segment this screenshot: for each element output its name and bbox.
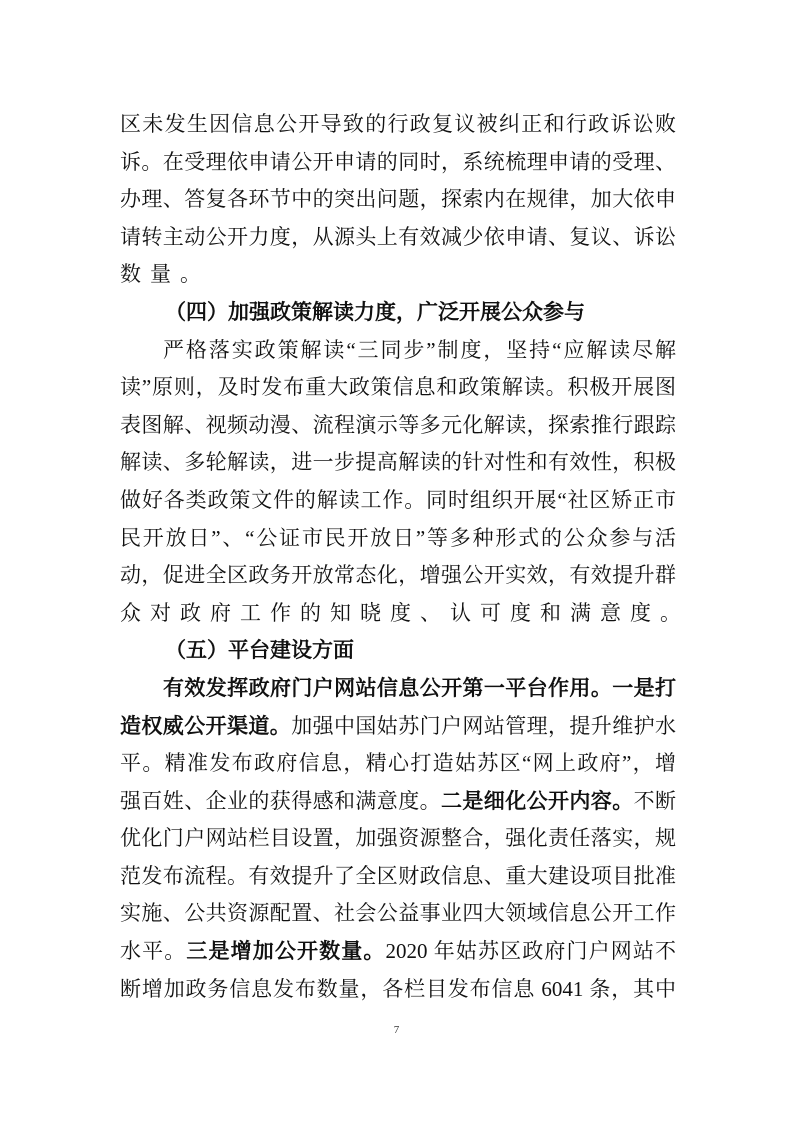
text: 范发布流程。有效提升了全区财政信息、重大建设项目批准 [120, 863, 676, 888]
bold-text: 有效发挥政府门户网站信息公开第一平台作用。一是打 [163, 675, 676, 700]
text-line [120, 708, 676, 746]
text: 水平。 [120, 939, 187, 964]
text: 办理、答复各环节中的突出问题，探索内在规律，加大依申 [120, 187, 676, 212]
bold-text: 造权威公开渠道。 [120, 713, 292, 738]
text-line [120, 407, 676, 445]
text: 区未发生因信息公开导致的行政复议被纠正和行政诉讼败 [120, 112, 676, 136]
text-line [120, 820, 676, 858]
text: 诉。在受理依申请公开申请的同时，系统梳理申请的受理、 [120, 149, 676, 174]
text-line [120, 858, 676, 896]
text-line [120, 595, 690, 633]
text-line [120, 106, 676, 144]
text: 2020 年姑苏区政府门户网站不 [385, 939, 677, 964]
text: 做好各类政策文件的解读工作。同时组织开展“社区矫正市 [120, 487, 676, 512]
document-body [120, 106, 690, 1008]
text: 表图解、视频动漫、流程演示等多元化解读，探索推行跟踪 [120, 412, 676, 437]
text-line [120, 783, 676, 821]
text: 加强中国姑苏门户网站管理，提升维护水 [291, 713, 677, 738]
text-line [120, 895, 676, 933]
text: 实施、公共资源配置、社会公益事业四大领域信息公开工作 [120, 901, 676, 926]
text-line [120, 369, 676, 407]
page-number: 7 [393, 1024, 400, 1036]
text: 解读、多轮解读，进一步提高解读的针对性和有效性，积极 [120, 450, 676, 475]
text: 不断 [633, 788, 677, 813]
text: 严格落实政策解读“三同步”制度，坚持“应解读尽解 [163, 337, 676, 362]
text: （五）平台建设方面 [165, 638, 354, 663]
text: 民开放日”、“公证市民开放日”等多种形式的公众参与活 [120, 525, 676, 550]
text-line [120, 144, 676, 182]
text-line [120, 482, 676, 520]
text: 动，促进全区政务开放常态化，增强公开实效，有效提升群 [120, 563, 676, 588]
text: 数量。 [120, 262, 210, 287]
text-line [120, 745, 676, 783]
text-line [120, 219, 676, 257]
text-line [120, 181, 676, 219]
section-heading [120, 294, 676, 332]
text: 众对政府工作的知晓度、认可度和满意度。 [120, 600, 690, 625]
text: 读”原则，及时发布重大政策信息和政策解读。积极开展图 [120, 375, 676, 400]
text-line [120, 444, 676, 482]
bold-text: 二是细化公开内容。 [441, 788, 634, 813]
text: 断增加政务信息发布数量，各栏目发布信息 6041 条，其中 [120, 976, 676, 1001]
text: 优化门户网站栏目设置，加强资源整合，强化责任落实，规 [120, 826, 676, 851]
text-line [120, 933, 676, 971]
text-line [120, 557, 676, 595]
text: 平。精准发布政府信息，精心打造姑苏区“网上政府”，增 [120, 751, 676, 776]
text: 请转主动公开力度，从源头上有效减少依申请、复议、诉讼 [120, 224, 676, 249]
text-line [120, 971, 676, 1009]
text: （四）加强政策解读力度，广泛开展公众参与 [165, 299, 585, 324]
section-heading [120, 632, 676, 670]
text-line [120, 520, 676, 558]
text: 强百姓、企业的获得感和满意度。 [120, 788, 441, 813]
bold-text: 三是增加公开数量。 [186, 939, 386, 964]
text-line [120, 332, 676, 370]
text-line [120, 670, 676, 708]
text-line [120, 256, 676, 294]
